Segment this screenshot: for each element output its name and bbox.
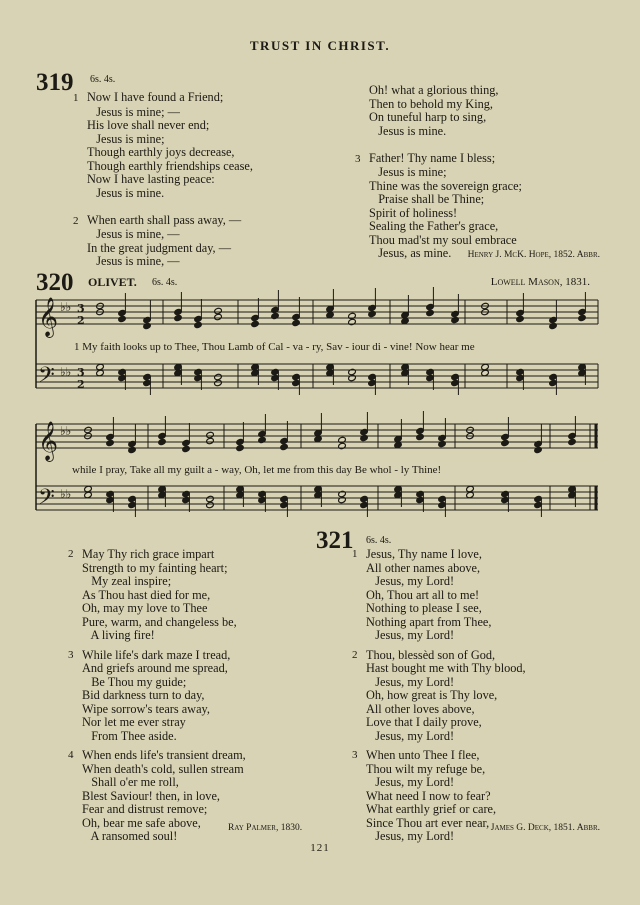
hymn-number-319: 319: [36, 69, 74, 96]
verse-text: When earth shall pass away, —: [87, 212, 242, 227]
flat-icon: ♭♭: [60, 300, 72, 314]
flat-icon: ♭♭: [60, 365, 72, 379]
note-head: [206, 431, 215, 438]
svg-text:2: 2: [77, 378, 85, 391]
note-head: [549, 322, 558, 329]
verse-text: Praise shall be Thine;: [369, 192, 485, 206]
svg-text:3: 3: [77, 302, 85, 315]
verse-text: Jesus is mine, —: [87, 227, 180, 241]
verse-text: His love shall never end;: [87, 118, 210, 132]
flat-icon: ♭♭: [60, 487, 72, 501]
hymn-320-credit: Ray Palmer, 1830.: [228, 823, 303, 833]
note-head: [348, 368, 357, 375]
note-head: [338, 496, 347, 503]
verse-text: Then to behold my King,: [369, 96, 493, 111]
verse-text: Now I have found a Friend;: [87, 90, 224, 104]
composer-credit: Lowell Mason, 1831.: [490, 276, 590, 288]
note-head: [348, 374, 357, 381]
verse-number: 2: [73, 214, 79, 227]
verse-number: 3: [352, 749, 358, 761]
note-head: [338, 490, 347, 497]
svg-text:3: 3: [77, 366, 85, 379]
verse-text: Though earthly joys decrease,: [87, 145, 235, 159]
note-head: [338, 442, 347, 449]
hymn-number-321: 321: [316, 527, 354, 554]
note-head: [416, 433, 425, 440]
note-head: [451, 316, 460, 323]
tune-name: OLIVET.: [88, 275, 137, 289]
verse-text: Jesus is mine.: [87, 185, 165, 200]
note-head: [258, 436, 267, 443]
verse-number: 3: [355, 152, 361, 165]
note-head: [214, 379, 223, 386]
hymn-number-320: 320: [36, 269, 74, 296]
page-title: TRUST IN CHRIST.: [249, 38, 391, 53]
stanza-text: When ends life's transient dream, When death's cold, sullen stream Shall o'er me roll, Blest Saviour! then, in love, Fear and distrust remove; Oh, bear me safe above, A ransomed soul!: [82, 748, 246, 843]
note-head: [106, 439, 115, 446]
note-head: [501, 439, 510, 446]
verse-text: Jesus is mine; —: [87, 104, 180, 119]
note-head: [348, 318, 357, 325]
note-head: [338, 436, 347, 443]
note-head: [143, 322, 152, 329]
note-head: [280, 443, 289, 450]
stanza-text: While life's dark maze I tread, And griefs around me spread, Be Thou my guide; Bid darkness turn to day, Wipe sorrow's tears away, Nor let me ever stray From Thee aside.: [82, 647, 231, 743]
note-head: [236, 444, 245, 451]
note-head: [426, 309, 435, 316]
tune-lyrics-line-2: while I pray, Take all my guilt a - way, Oh, let me from this day Be whol - ly Thine!: [72, 464, 442, 476]
stanza-text: When unto Thee I flee, Thou wilt my refuge be, Jesus, my Lord! What need I now to fear? What earthly grief or care, Since Thou art ever near, Jesus, my Lord!: [366, 748, 497, 843]
stanza: [352, 548, 526, 643]
verse-text: Though earthly friendships cease,: [87, 158, 253, 173]
verse-number: 2: [352, 648, 358, 661]
note-head: [182, 445, 191, 452]
note-head: [568, 438, 577, 445]
verse-text: Thou mad'st my soul embrace: [369, 232, 517, 247]
hymn-319-meter: 6s. 4s.: [90, 74, 116, 85]
stanza: [352, 649, 526, 744]
note-head: [438, 440, 447, 447]
verse-text: Jesus is mine;: [87, 131, 165, 146]
note-head: [206, 501, 215, 508]
treble-clef-icon: 𝄞: [38, 421, 59, 461]
verse-text: Father! Thy name I bless;: [369, 150, 496, 165]
note-head: [206, 495, 215, 502]
tune-lyrics-line-1: 1 My faith looks up to Thee, Thou Lamb of Cal - va - ry, Sav - iour di - vine! Now hear me: [74, 341, 475, 353]
verse-text: Thine was the sovereign grace;: [369, 178, 522, 193]
hymn-321-credit: James G. Deck, 1851. Abbr.: [490, 823, 600, 833]
note-head: [158, 438, 167, 445]
verse-text: On tuneful harp to sing,: [369, 110, 487, 124]
verse-number: 1: [352, 548, 358, 560]
bass-clef-icon: 𝄢: [38, 485, 55, 515]
note-head: [360, 434, 369, 441]
stanza-text: Jesus, Thy name I love, All other names above, Jesus, my Lord! Oh, Thou art all to me! Nothing to please I see, Nothing apart from Thee, Jesus, my Lord!: [366, 547, 492, 642]
note-head: [194, 321, 203, 328]
verse-text: Jesus is mine;: [369, 165, 447, 179]
stanza-text: Thou, blessèd son of God, Hast bought me with Thy blood, Jesus, my Lord! Oh, how great is Thy love, All other loves above, Love that I daily prove, Jesus, my Lord!: [366, 647, 526, 743]
verse-text: Sealing the Father's grace,: [369, 219, 499, 233]
stanza-text: May Thy rich grace impart Strength to my fainting heart; My zeal inspire; As Thou hast died for me, Oh, may my love to Thee Pure, warm, and changeless be, A living fire!: [82, 547, 237, 642]
verse-text: Jesus is mine, —: [87, 254, 180, 268]
verse-text: Jesus, as mine.: [369, 246, 452, 260]
note-head: [214, 313, 223, 320]
verse-number: 1: [73, 92, 79, 104]
note-heads: [84, 287, 587, 517]
note-head: [368, 310, 377, 317]
hymn-320-stanzas: [68, 548, 246, 850]
page-number: 121: [310, 842, 330, 854]
svg-text:2: 2: [77, 314, 85, 327]
hymn-321-meter: 6s. 4s.: [366, 535, 392, 546]
note-head: [271, 312, 280, 319]
verse-text: Jesus is mine.: [369, 123, 447, 138]
treble-clef-icon: 𝄞: [38, 297, 59, 337]
verse-text: Now I have lasting peace:: [87, 172, 215, 186]
verse-number: 3: [68, 648, 74, 661]
note-head: [251, 320, 260, 327]
verse-text: Spirit of holiness!: [369, 205, 458, 220]
hymn-319-credit: Henry J. McK. Hope, 1852. Abbr.: [467, 250, 600, 260]
note-head: [292, 319, 301, 326]
note-head: [174, 314, 183, 321]
bass-clef-icon: 𝄢: [38, 363, 55, 393]
verse-number: 4: [68, 749, 74, 761]
stanza: [68, 749, 246, 844]
note-head: [348, 312, 357, 319]
note-head: [214, 307, 223, 314]
verse-text: In the great judgment day, —: [87, 240, 231, 255]
note-head: [206, 437, 215, 444]
note-head: [214, 373, 223, 380]
flat-icon: ♭♭: [60, 424, 72, 438]
note-head: [128, 446, 137, 453]
note-head: [118, 315, 127, 322]
note-head: [516, 315, 525, 322]
note-head: [578, 314, 587, 321]
stanza: [68, 548, 246, 643]
hymn-321-stanzas: [352, 548, 526, 850]
hymn-320-meter: 6s. 4s.: [152, 277, 178, 288]
verse-number: 2: [68, 548, 74, 560]
verse-text: Oh! what a glorious thing,: [369, 83, 499, 97]
note-head: [534, 446, 543, 453]
stanza: [68, 649, 246, 744]
